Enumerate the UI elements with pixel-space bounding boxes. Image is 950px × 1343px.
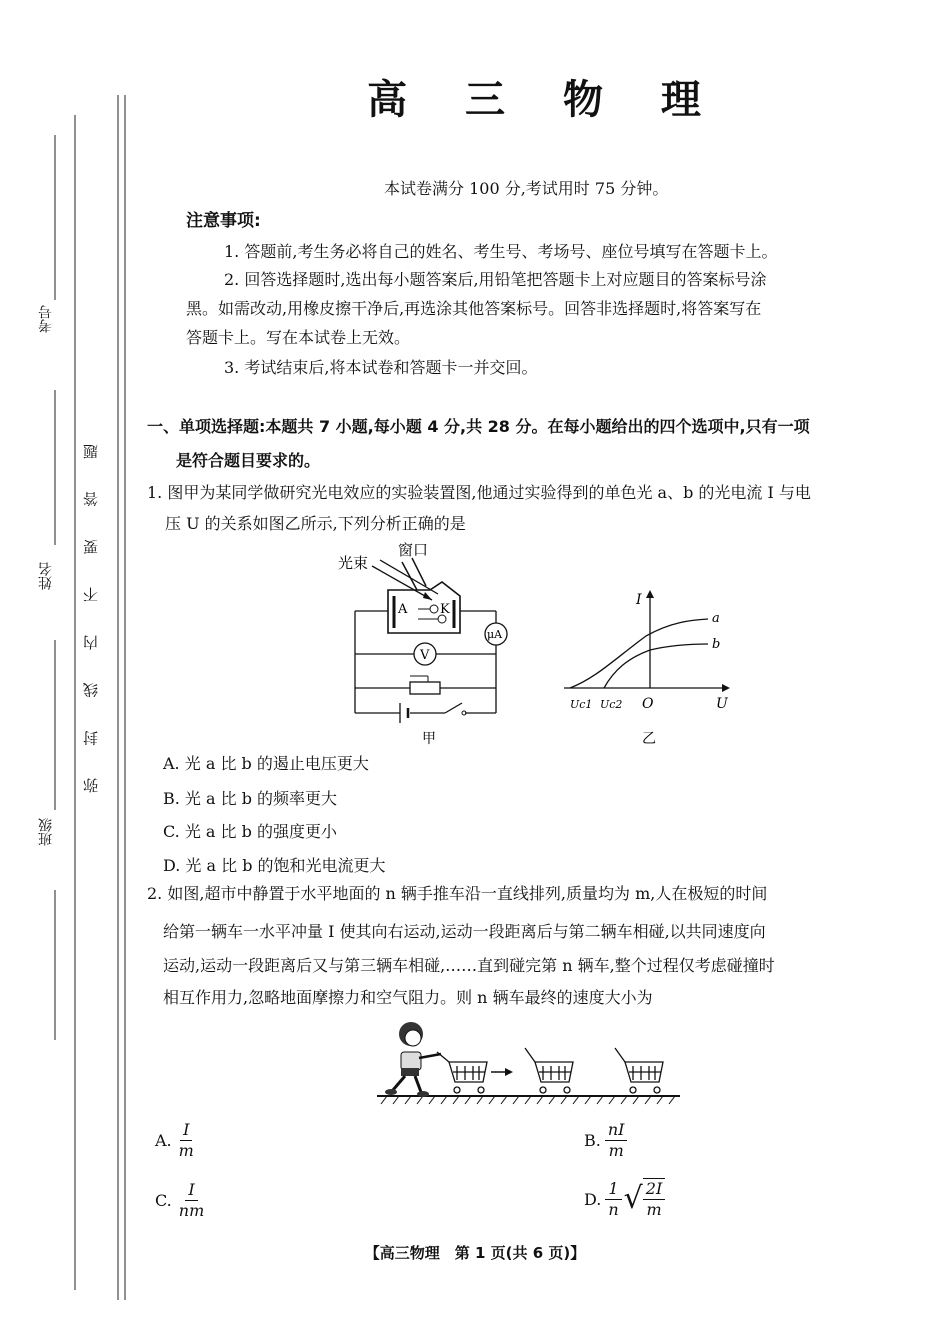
fraction-denominator: m [178,1141,194,1160]
uc2-label: Uc2 [600,698,623,711]
section-1-heading-line-1: 一、单项选择题:本题共 7 小题,每小题 4 分,共 28 分。在每小题给出的四个选项中,只有一项 [147,417,810,436]
q2-option-a [155,1120,197,1161]
fraction-numerator: nI [605,1120,628,1141]
cart-illustration [375,1020,685,1110]
q2-option-b [584,1120,627,1161]
q2-option-c-fraction [176,1180,207,1221]
motion-arrow-head [505,1068,513,1076]
q1-option-c: C. 光 a 比 b 的强度更小 [163,822,337,841]
name-label: 姓名 [38,562,54,590]
notice-item-3: 3. 考试结束后,将本试卷和答题卡一并交回。 [224,358,538,377]
q2-option-c-label: C. [155,1191,172,1210]
notice-item-1: 1. 答题前,考生务必将自己的姓名、考生号、考场号、座位号填写在答题卡上。 [224,242,778,261]
voltmeter-label: V [420,648,430,663]
rheostat [410,682,440,694]
curve-a [570,619,708,688]
origin-label: O [642,696,654,712]
figure-a-caption: 甲 [422,731,436,747]
class-label: 班级 [38,818,54,846]
window-pipe-2 [412,558,426,586]
sqrt-radical-icon: √ [623,1181,643,1216]
q2-stem-line-2: 给第一辆车一水平冲量 I 使其向右运动,运动一段距离后与第二辆车相碰,以共同速度向 [163,922,766,941]
x-axis-label: U [716,696,728,712]
beam-label: 光束 [338,554,369,572]
q1-stem-line-1: 1. 图甲为某同学做研究光电效应的实验装置图,他通过实验得到的单色光 a、b 的光电流 I 与电 [147,483,811,502]
q2-option-a-fraction [176,1120,197,1161]
q2-option-d-radicand [643,1178,666,1220]
anode-label: A [398,602,408,617]
fraction-numerator: I [185,1180,197,1201]
ammeter-label: μA [487,628,503,641]
exam-info: 本试卷满分 100 分,考试用时 75 分钟。 [384,179,669,198]
page-footer: 【高三物理 第 1 页(共 6 页)】 [364,1244,586,1262]
curve-a-label: a [712,611,720,626]
radicand-denominator: m [646,1200,662,1219]
fraction-numerator: 1 [605,1179,621,1200]
curve-b [604,644,708,688]
q2-option-a-label: A. [155,1131,172,1150]
cathode-label: K [440,602,450,617]
curve-b-label: b [712,637,721,652]
binding-margin-lines [0,0,140,1343]
figure-iu-graph [556,588,746,748]
figure-b-caption: 乙 [642,731,656,747]
q1-option-d: D. 光 a 比 b 的饱和光电流更大 [163,856,386,875]
uc1-label: Uc1 [570,698,593,711]
q1-option-a: A. 光 a 比 b 的遏止电压更大 [163,754,369,773]
figure-circuit [330,538,520,748]
beam-ray-1 [372,566,432,600]
ground-hatching [381,1096,675,1104]
y-axis-label: I [636,592,642,608]
notice-title: 注意事项: [186,211,261,231]
beam-ray-2 [380,560,438,594]
cart-2 [525,1048,573,1093]
window-pipe-1 [402,562,417,590]
seal-line-notice: 弥 封 线 内 不 要 答 题 [82,430,100,794]
fraction-numerator: I [180,1120,192,1141]
fraction-denominator: m [608,1141,624,1160]
window-label: 窗口 [398,541,429,559]
q2-option-d-label: D. [584,1189,602,1209]
fraction-denominator: n [608,1199,619,1219]
radicand-numerator: 2I [643,1179,666,1200]
y-axis-arrow [646,590,654,598]
q1-stem-line-2: 压 U 的关系如图乙所示,下列分析正确的是 [165,514,466,533]
cart-1 [437,1052,487,1093]
q2-option-b-label: B. [584,1131,601,1150]
electron-1 [430,605,438,613]
section-1-heading-line-2: 是符合题目要求的。 [176,451,321,470]
q1-option-b: B. 光 a 比 b 的频率更大 [163,789,338,808]
child-figure [385,1022,441,1097]
fraction-denominator: nm [178,1201,205,1220]
notice-item-2-line-1: 2. 回答选择题时,选出每小题答案后,用铅笔把答题卡上对应题目的答案标号涂 [224,270,767,289]
x-axis-arrow [722,684,730,692]
cart-3 [615,1048,663,1093]
q2-option-b-fraction [605,1120,628,1161]
q2-option-d [584,1178,665,1220]
page-title: 高 三 物 理 [367,77,723,123]
q2-option-c [155,1180,207,1221]
exam-number-label: 考号 [38,305,54,333]
q2-stem-line-3: 运动,运动一段距离后又与第三辆车相碰,……直到碰完第 n 辆车,整个过程仅考虑碰撞时 [163,956,775,975]
notice-item-2-line-3: 答题卡上。写在本试卷上无效。 [186,328,411,347]
q2-stem-line-1: 2. 如图,超市中静置于水平地面的 n 辆手推车沿一直线排列,质量均为 m,人在极短的时间 [147,884,768,903]
notice-item-2-line-2: 黑。如需改动,用橡皮擦干净后,再选涂其他答案标号。回答非选择题时,将答案写在 [186,299,762,318]
q2-stem-line-4: 相互作用力,忽略地面摩擦力和空气阻力。则 n 辆车最终的速度大小为 [163,988,653,1007]
q2-option-d-fraction [605,1179,621,1220]
beam-arrow [423,592,432,600]
